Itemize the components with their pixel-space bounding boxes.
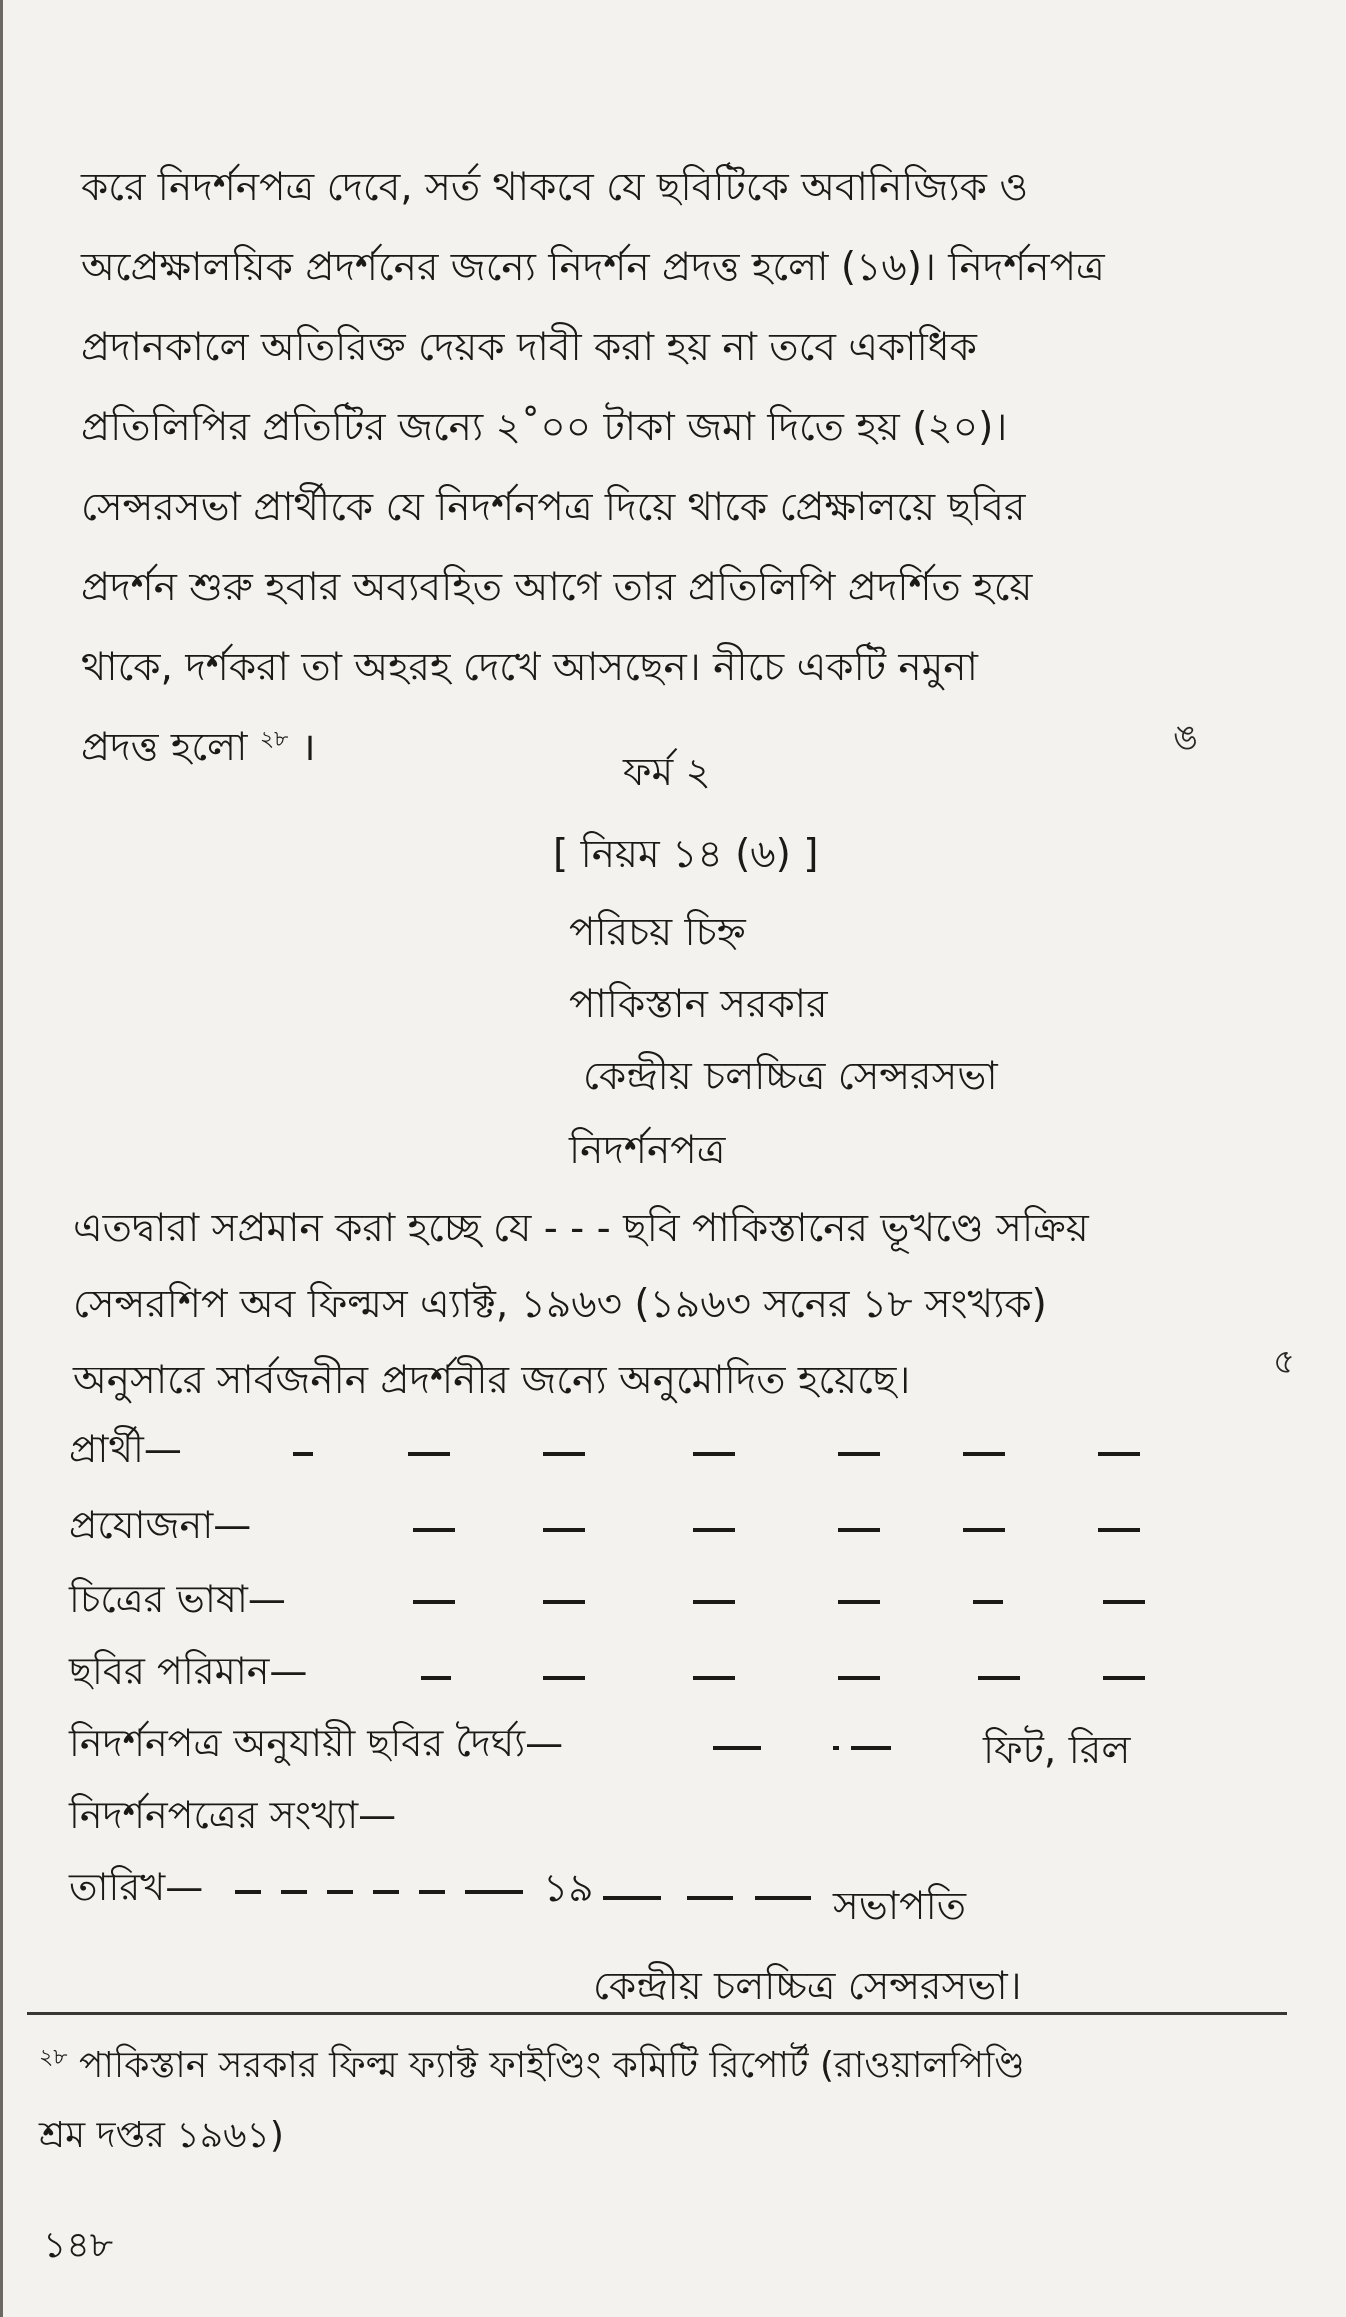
field-length-label: নিদর্শনপত্র অনুযায়ী ছবির দৈর্ঘ্য— xyxy=(69,1721,564,1765)
paragraph-line: অপ্রেক্ষালয়িক প্রদর্শনের জন্যে নিদর্শন প্রদত্ত হলো (১৬)। নিদর্শনপত্র xyxy=(81,245,1105,290)
body-paragraph xyxy=(81,148,1271,788)
footnote-reference: ২৮ xyxy=(259,727,289,752)
field-language-label: চিত্রের ভাষা— xyxy=(69,1577,286,1621)
blank-dash xyxy=(693,1452,735,1456)
blank-dash xyxy=(419,1890,445,1894)
field-length-unit: ফিট, রিল xyxy=(983,1728,1131,1773)
blank-dash xyxy=(755,1896,811,1900)
form-board: কেন্দ্রীয় চলচ্চিত্র সেন্সরসভা xyxy=(583,1054,998,1099)
form-emblem: পরিচয় চিহ্ন xyxy=(569,910,746,955)
paragraph-line: প্রদর্শন শুরু হবার অব্যবহিত আগে তার প্রতিলিপি প্রদর্শিত হয়ে xyxy=(81,565,1033,610)
paragraph-end-mark: । xyxy=(300,725,316,770)
statement-line: এতদ্বারা সপ্রমান করা হচ্ছে যে - - - ছবি পাকিস্তানের ভূখণ্ডে সক্রিয় xyxy=(73,1206,1089,1251)
blank-dash xyxy=(1098,1528,1140,1532)
paragraph-line: প্রদানকালে অতিরিক্ত দেয়ক দাবী করা হয় না তবে একাধিক xyxy=(81,325,977,370)
blank-dash xyxy=(693,1528,735,1532)
field-date-label: তারিখ— xyxy=(69,1865,204,1909)
statement-line: অনুসারে সার্বজনীন প্রদর্শনীর জন্যে অনুমোদিত হয়েছে। xyxy=(73,1358,911,1403)
blank-dash xyxy=(693,1600,735,1604)
blank-dash xyxy=(293,1452,313,1456)
paragraph-line: করে নিদর্শনপত্র দেবে, সর্ত থাকবে যে ছবিটিকে অবানিজ্যিক ও xyxy=(81,165,1029,210)
blank-dash xyxy=(838,1452,880,1456)
year-prefix: ১৯ xyxy=(543,1866,594,1911)
paragraph-last-text: প্রদত্ত হলো xyxy=(81,725,248,770)
blank-dash xyxy=(838,1676,880,1680)
form-certificate-title: নিদর্শনপত্র xyxy=(569,1128,726,1173)
margin-mark: ৫ xyxy=(1273,1342,1296,1382)
blank-dash xyxy=(978,1676,1020,1680)
blank-dash xyxy=(693,1676,735,1680)
blank-dash xyxy=(327,1890,353,1894)
blank-dash xyxy=(413,1528,455,1532)
footnote-number: ২৮ xyxy=(39,2045,68,2070)
footnote-line-2: শ্রম দপ্তর ১৯৬১) xyxy=(39,2115,284,2156)
field-production-label: প্রযোজনা— xyxy=(69,1503,252,1547)
footnote-line xyxy=(39,2036,1025,2096)
field-number-label: নিদর্শনপত্রের সংখ্যা— xyxy=(69,1793,397,1837)
blank-dash xyxy=(1103,1676,1145,1680)
blank-dash xyxy=(851,1746,891,1750)
blank-dash xyxy=(373,1890,399,1894)
blank-dash xyxy=(963,1452,1005,1456)
blank-dash xyxy=(713,1746,761,1750)
blank-dash xyxy=(687,1896,733,1900)
blank-dash xyxy=(603,1896,661,1900)
paragraph-line: প্রতিলিপির প্রতিটির জন্যে ২˚০০ টাকা জমা দিতে হয় (২০)। xyxy=(81,405,1008,450)
margin-mark: ঙ xyxy=(1173,718,1198,758)
statement-line: সেন্সরশিপ অব ফিল্মস এ্যাক্ট, ১৯৬৩ (১৯৬৩ সনের ১৮ সংখ্যক) xyxy=(73,1282,1047,1327)
form-government: পাকিস্তান সরকার xyxy=(569,982,828,1027)
blank-dash xyxy=(963,1528,1005,1532)
blank-dash xyxy=(838,1600,880,1604)
chairman-label: সভাপতি xyxy=(833,1884,967,1929)
blank-dash xyxy=(543,1600,585,1604)
blank-dash xyxy=(1103,1600,1145,1604)
paragraph-line: সেন্সরসভা প্রার্থীকে যে নিদর্শনপত্র দিয়ে থাকে প্রেক্ষালয়ে ছবির xyxy=(81,485,1026,530)
blank-dash xyxy=(1098,1452,1140,1456)
footnote-separator xyxy=(27,2012,1287,2015)
form-rule: [ নিয়ম ১৪ (৬) ] xyxy=(553,832,819,877)
paragraph-line: থাকে, দর্শকরা তা অহরহ দেখে আসছেন। নীচে একটি নমুনা xyxy=(81,645,978,690)
form-title: ফর্ম ২ xyxy=(623,750,711,795)
page-number: ১৪৮ xyxy=(43,2225,114,2266)
blank-dash xyxy=(973,1600,1003,1604)
blank-dash xyxy=(421,1676,451,1680)
blank-dash xyxy=(465,1890,523,1894)
blank-dash xyxy=(408,1452,450,1456)
blank-dash xyxy=(833,1746,839,1750)
blank-dash xyxy=(281,1890,307,1894)
blank-dash xyxy=(543,1452,585,1456)
blank-dash xyxy=(235,1890,261,1894)
blank-dash xyxy=(543,1676,585,1680)
field-quantity-label: ছবির পরিমান— xyxy=(69,1649,308,1693)
blank-dash xyxy=(413,1600,455,1604)
field-applicant-label: প্রার্থী— xyxy=(69,1427,182,1471)
footnote-text: পাকিস্তান সরকার ফিল্ম ফ্যাক্ট ফাইণ্ডিং কমিটি রিপোর্ট (রাওয়ালপিণ্ডি xyxy=(79,2045,1025,2086)
signature-board: কেন্দ্রীয় চলচ্চিত্র সেন্সরসভা। xyxy=(593,1964,1022,2009)
blank-dash xyxy=(543,1528,585,1532)
blank-dash xyxy=(838,1528,880,1532)
